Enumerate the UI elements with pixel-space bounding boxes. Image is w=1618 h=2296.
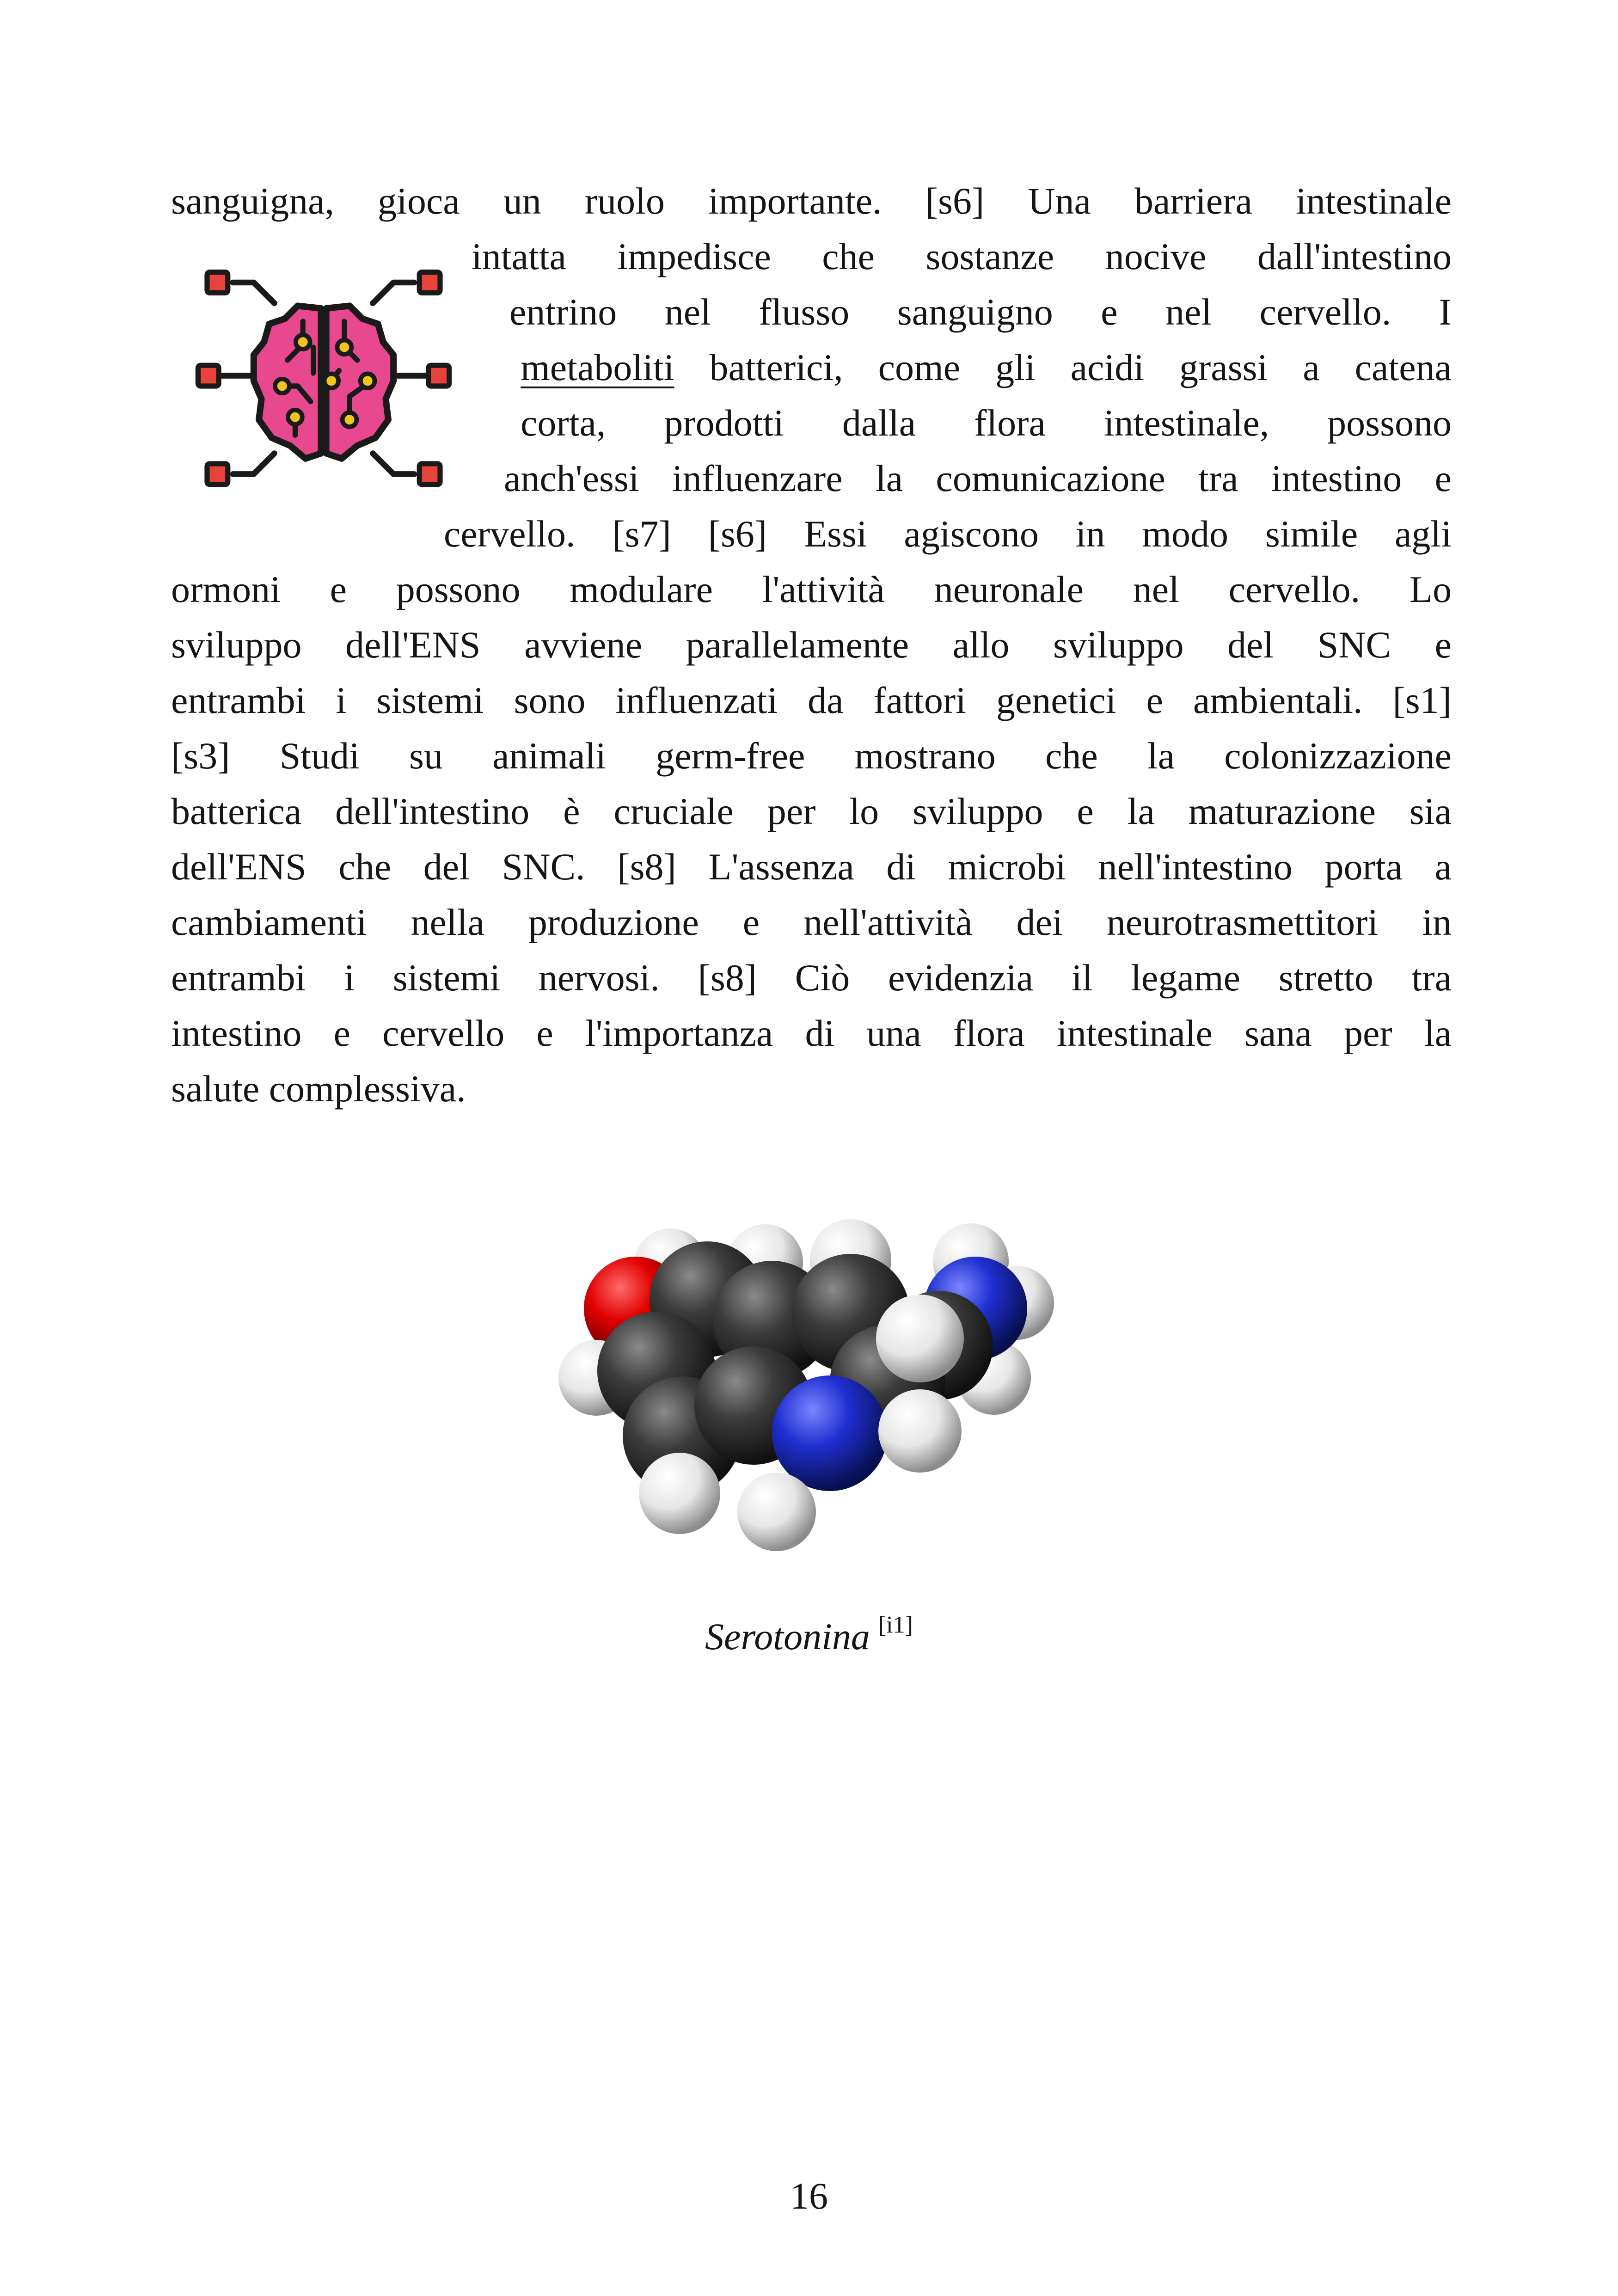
serotonin-molecule-image: [555, 1193, 1073, 1572]
text-line: batterici, come gli acidi grassi a catena: [709, 346, 1452, 388]
nitrogen-atom: [772, 1375, 888, 1491]
text-line: intatta impedisce che sostanze nocive dall'intestino: [472, 235, 1452, 277]
brain-circuit-icon: [194, 257, 453, 516]
text-line: dell'ENS che del SNC. [s8] L'assenza di microbi nell'intestino porta a: [171, 846, 1452, 888]
text-line: entrambi i sistemi nervosi. [s8] Ciò evidenzia il legame stretto tra: [171, 957, 1452, 999]
text-line: anch'essi influenzare la comunicazione tra intestino e: [504, 457, 1452, 499]
text-line: batterica dell'intestino è cruciale per lo sviluppo e la maturazione sia: [171, 790, 1452, 832]
figure-caption: [0, 1597, 1618, 1664]
text-line-with-link: [521, 340, 1452, 395]
hydrogen-atom: [876, 1295, 964, 1382]
hydrogen-atom: [878, 1389, 962, 1473]
hydrogen-atom: [737, 1473, 816, 1551]
text-line: entrino nel flusso sanguigno e nel cervello. I: [509, 291, 1452, 333]
text-line: intestino e cervello e l'importanza di una flora intestinale sana per la: [171, 1012, 1452, 1054]
text-line: corta, prodotti dalla flora intestinale, possono: [521, 402, 1452, 444]
page-number: 16: [790, 2175, 828, 2217]
hydrogen-atom: [639, 1453, 720, 1534]
text-line: [s3] Studi su animali germ-free mostrano che la colonizzazione: [171, 735, 1452, 777]
metaboliti-link[interactable]: metaboliti: [521, 346, 674, 388]
text-line: cervello. [s7] [s6] Essi agiscono in modo simile agli: [444, 513, 1452, 555]
text-line: sanguigna, gioca un ruolo importante. [s6] Una barriera intestinale: [171, 180, 1452, 222]
text-line-last: salute complessiva.: [171, 1068, 466, 1110]
text-line: ormoni e possono modulare l'attività neuronale nel cervello. Lo: [171, 568, 1452, 610]
caption-reference: [i1]: [878, 1612, 913, 1638]
text-line: cambiamenti nella produzione e nell'attività dei neurotrasmettitori in: [171, 901, 1452, 943]
caption-title: Serotonina: [705, 1615, 870, 1658]
text-line: entrambi i sistemi sono influenzati da fattori genetici e ambientali. [s1]: [171, 679, 1452, 721]
text-line: sviluppo dell'ENS avviene parallelamente allo sviluppo del SNC e: [171, 624, 1452, 666]
